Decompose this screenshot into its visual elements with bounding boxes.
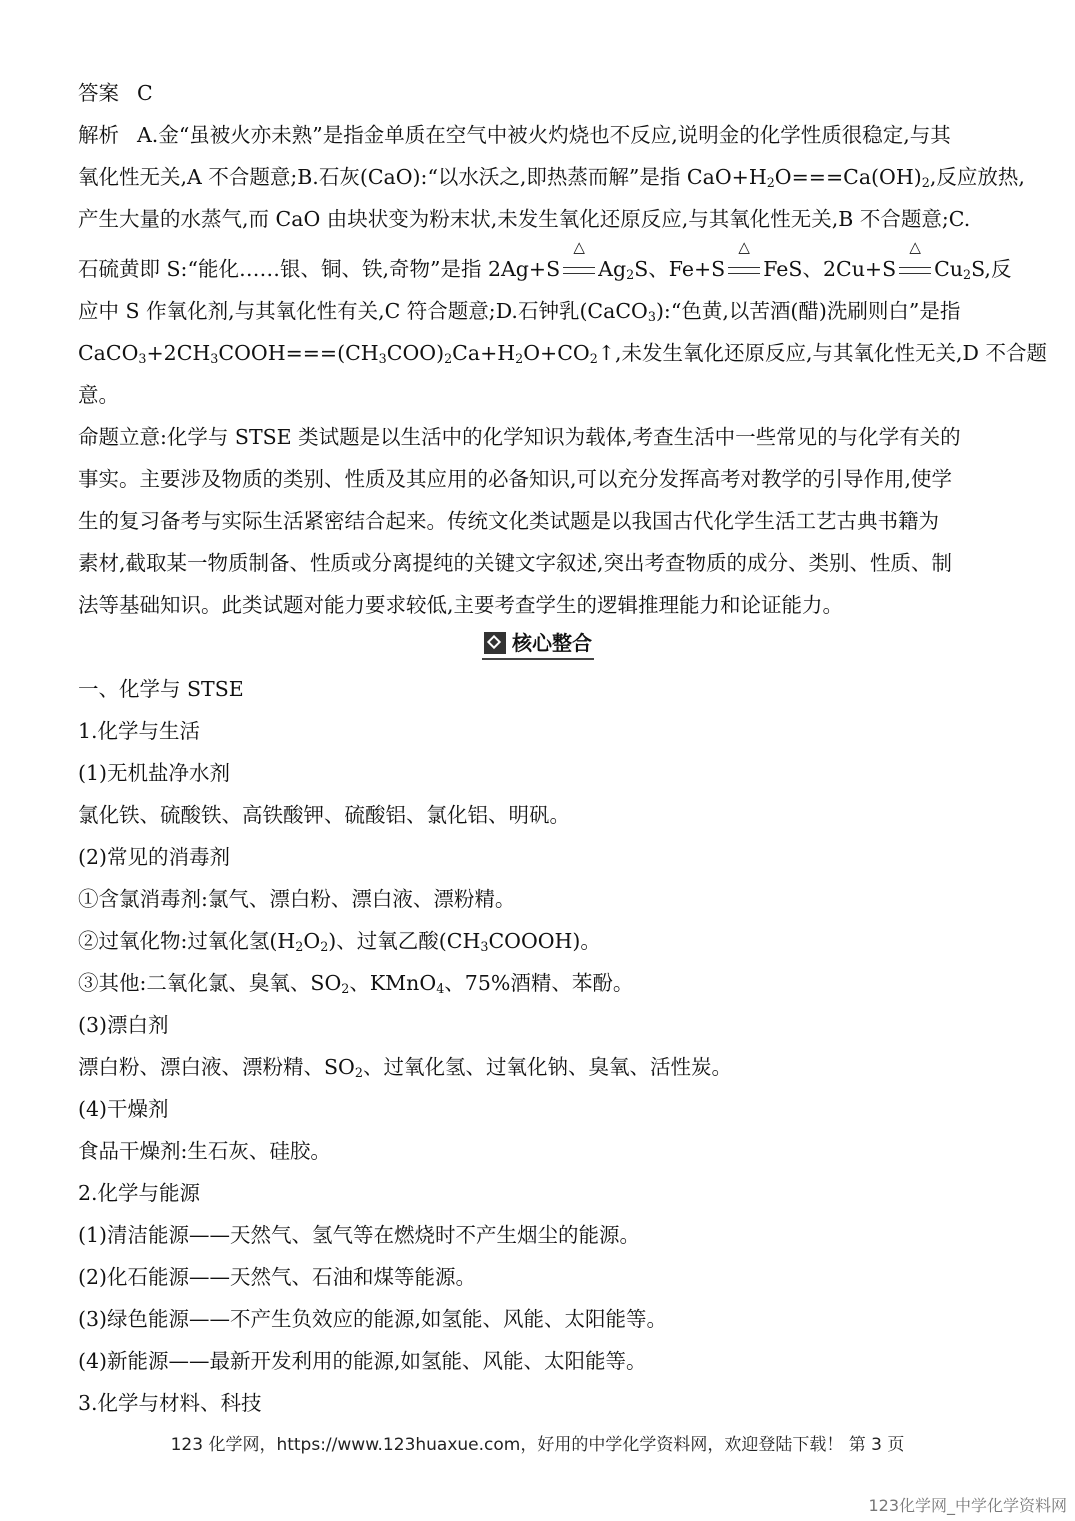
subscript: 3 [378, 351, 387, 367]
text-run: S,反 [971, 257, 1012, 281]
subscript: 2 [320, 939, 329, 955]
analysis-text: A.金“虽被火亦未熟”是指金单质在空气中被火灼烧也不反应,说明金的化学性质很稳定,与其 [137, 123, 951, 147]
heading-life [78, 710, 998, 752]
text-run: 氧化性无关,A 不合题意;B.石灰(CaO):“以水沃之,即热蒸而解”是指 CaO+H [78, 165, 767, 189]
section-heading [78, 626, 998, 668]
heading-energy [78, 1172, 998, 1214]
section-heading-box [482, 628, 594, 660]
page-footer: 123 化学网，https://www.123huaxue.com，好用的中学化学资料网，欢迎登陆下载！ 第 3 页 [170, 1435, 905, 1455]
text-run: 法等基础知识。此类试题对能力要求较低,主要考查学生的逻辑推理能力和论证能力。 [78, 593, 844, 617]
text-run: 素材,截取某一物质制备、性质或分离提纯的关键文字叙述,突出考查物质的成分、类别、性质、制 [78, 551, 953, 575]
text-run: (1)无机盐净水剂 [78, 761, 231, 785]
text-run: ↑,未发生氧化还原反应,与其氧化性无关,D 不合题 [597, 341, 1047, 365]
intent-line-5 [78, 584, 998, 626]
text-run: COOH===(CH [218, 341, 379, 365]
text-run: ,反应放热, [929, 165, 1025, 189]
text-new-energy [78, 1340, 998, 1382]
heading-materials [78, 1382, 998, 1424]
document-body [78, 72, 1047, 1424]
text-run: Cu [934, 257, 964, 281]
text-desiccant [78, 1130, 998, 1172]
text-run: ):“色黄,以苦酒(醋)洗刷则白”是指 [655, 299, 961, 323]
intent-line-2 [78, 458, 998, 500]
answer-label: 答案 [78, 81, 119, 105]
subscript: 2 [354, 1065, 363, 1081]
text-run: FeS、2Cu+S [763, 257, 897, 281]
text-water-purifier [78, 794, 998, 836]
subscript: 2 [921, 175, 930, 191]
text-run: +2CH [146, 341, 211, 365]
text-run: (4)干燥剂 [78, 1097, 169, 1121]
subscript: 4 [436, 981, 445, 997]
text-run: O===Ca(OH) [774, 165, 922, 189]
text-run: CaCO [78, 341, 139, 365]
text-green-energy [78, 1298, 998, 1340]
text-run: 、75%酒精、苯酚。 [444, 971, 634, 995]
subscript: 3 [647, 309, 656, 325]
text-run: Ag [598, 257, 627, 281]
text-run: (3)漂白剂 [78, 1013, 169, 1037]
subscript: 3 [210, 351, 219, 367]
text-run: 生的复习备考与实际生活紧密结合起来。传统文化类试题是以我国古代化学生活工艺古典书籍为 [78, 509, 939, 533]
text-run: 2.化学与能源 [78, 1181, 201, 1205]
section-title: 核心整合 [512, 631, 592, 655]
text-run: 石硫黄即 S:“能化……银、铜、铁,奇物”是指 2Ag+S [78, 257, 561, 281]
analysis-line-1 [78, 114, 998, 156]
diamond-icon [484, 632, 506, 654]
text-run: 一、化学与 STSE [78, 677, 244, 701]
text-run: 、KMnO [349, 971, 437, 995]
text-run: O [303, 929, 321, 953]
heading-bleach [78, 1004, 998, 1046]
text-run: ③其他:二氧化氯、臭氧、SO [78, 971, 342, 995]
watermark: 123化学网_中学化学资料网 [868, 1496, 1067, 1515]
heading-water-purifier [78, 752, 998, 794]
text-clean-energy [78, 1214, 998, 1256]
subscript: 2 [589, 351, 598, 367]
text-other-disinfectant [78, 962, 998, 1004]
text-run: S、Fe+S [634, 257, 726, 281]
text-run: O+CO [523, 341, 590, 365]
analysis-line-7 [78, 374, 998, 416]
text-run: Ca+H [452, 341, 516, 365]
text-run: (4)新能源——最新开发利用的能源,如氢能、风能、太阳能等。 [78, 1349, 647, 1373]
text-run: (2)常见的消毒剂 [78, 845, 231, 869]
subscript: 2 [295, 939, 304, 955]
subscript: 2 [626, 267, 635, 283]
text-run: 命题立意:化学与 STSE 类试题是以生活中的化学知识为载体,考查生活中一些常见的与化学有关的 [78, 425, 961, 449]
subscript: 3 [480, 939, 489, 955]
text-run: ①含氯消毒剂:氯气、漂白粉、漂白液、漂粉精。 [78, 887, 516, 911]
analysis-line-6 [78, 332, 1047, 374]
text-run: 漂白粉、漂白液、漂粉精、SO [78, 1055, 355, 1079]
text-run: 、过氧化氢、过氧化钠、臭氧、活性炭。 [362, 1055, 732, 1079]
subscript: 2 [515, 351, 524, 367]
analysis-line-5 [78, 290, 998, 332]
text-run: 食品干燥剂:生石灰、硅胶。 [78, 1139, 331, 1163]
text-chlorine-disinfectant [78, 878, 998, 920]
text-bleach [78, 1046, 998, 1088]
answer-line [78, 72, 998, 114]
heading-disinfectant [78, 836, 998, 878]
heat-symbol: △ [909, 237, 921, 256]
text-run: 产生大量的水蒸气,而 CaO 由块状变为粉末状,未发生氧化还原反应,与其氧化性无关,B 不合题意;C. [78, 207, 971, 231]
subscript: 2 [444, 351, 453, 367]
text-run: (2)化石能源——天然气、石油和煤等能源。 [78, 1265, 477, 1289]
text-run: ②过氧化物:过氧化氢(H [78, 929, 296, 953]
text-run: 3.化学与材料、科技 [78, 1391, 262, 1415]
text-peroxide [78, 920, 998, 962]
heat-condition-icon [897, 237, 933, 281]
subscript: 2 [766, 175, 775, 191]
heading-stse [78, 668, 998, 710]
intent-line-4 [78, 542, 998, 584]
subscript: 2 [963, 267, 972, 283]
analysis-line-2 [78, 156, 1025, 198]
heat-symbol: △ [738, 237, 750, 256]
text-run: 应中 S 作氧化剂,与其氧化性有关,C 符合题意;D.石钟乳(CaCO [78, 299, 648, 323]
heat-condition-icon [561, 237, 597, 281]
text-fossil-energy [78, 1256, 998, 1298]
intent-line-1 [78, 416, 998, 458]
subscript: 3 [138, 351, 147, 367]
text-run: 1.化学与生活 [78, 719, 201, 743]
text-run: COO) [386, 341, 445, 365]
text-run: 意。 [78, 383, 119, 407]
heat-condition-icon [726, 237, 762, 281]
analysis-label: 解析 [78, 123, 119, 147]
intent-line-3 [78, 500, 998, 542]
text-run: 氯化铁、硫酸铁、高铁酸钾、硫酸铝、氯化铝、明矾。 [78, 803, 570, 827]
text-run: )、过氧乙酸(CH [328, 929, 481, 953]
text-run: (1)清洁能源——天然气、氢气等在燃烧时不产生烟尘的能源。 [78, 1223, 641, 1247]
heat-symbol: △ [573, 237, 585, 256]
answer-value: C [137, 81, 153, 105]
text-run: 事实。主要涉及物质的类别、性质及其应用的必备知识,可以充分发挥高考对教学的引导作用,使学 [78, 467, 953, 491]
text-run: (3)绿色能源——不产生负效应的能源,如氢能、风能、太阳能等。 [78, 1307, 668, 1331]
analysis-line-4 [78, 237, 1012, 290]
heading-desiccant [78, 1088, 998, 1130]
subscript: 2 [341, 981, 350, 997]
text-run: COOOH)。 [488, 929, 601, 953]
analysis-line-3 [78, 198, 998, 240]
